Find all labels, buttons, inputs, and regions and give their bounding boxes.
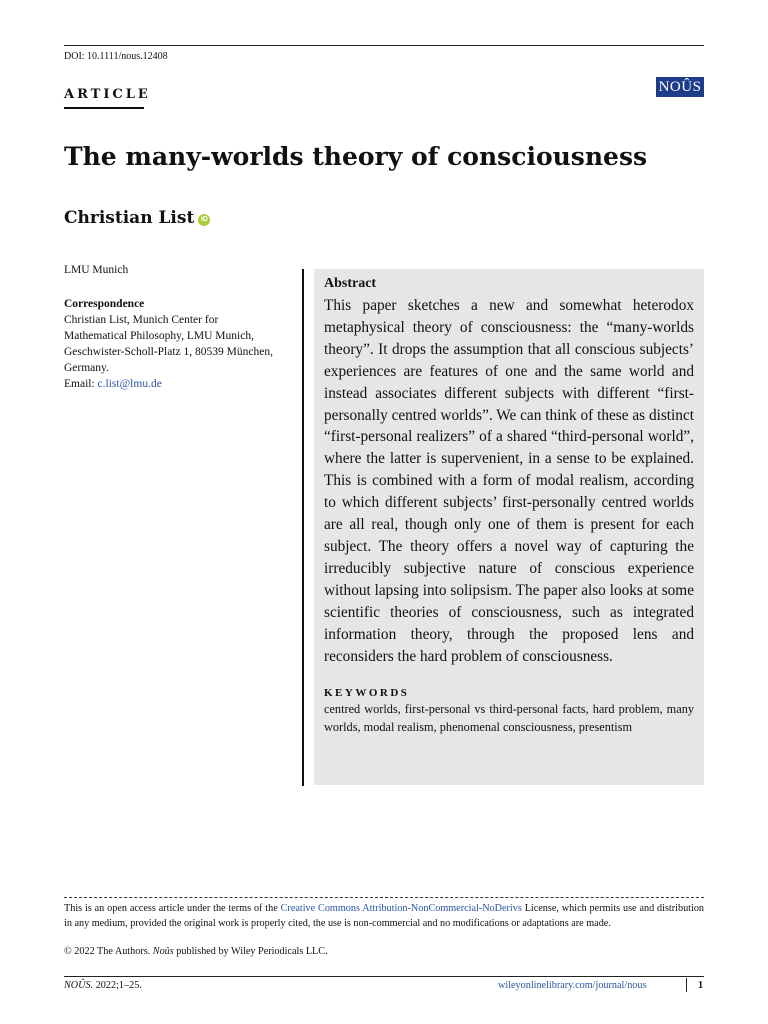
header-rule <box>64 45 704 46</box>
correspondence-email <box>64 376 279 392</box>
doi: DOI: 10.1111/nous.12408 <box>64 51 168 62</box>
journal-ref: 2022;1–25. <box>93 980 142 991</box>
journal-citation <box>64 980 142 991</box>
affiliation: LMU Munich <box>64 264 129 276</box>
keywords-text: centred worlds, first-personal vs third-personal facts, hard problem, many worlds, modal realism, phenomenal consciousness, presentism <box>324 702 694 735</box>
author-name[interactable]: Christian List <box>64 208 195 228</box>
license-pre: This is an open access article under the terms of the <box>64 903 281 914</box>
copyright-post: published by Wiley Periodicals LLC. <box>173 946 328 957</box>
paper-title: The many-worlds theory of consciousness <box>64 142 648 171</box>
orcid-icon[interactable]: iD <box>198 214 210 226</box>
footer-rule <box>64 976 704 977</box>
license-link[interactable]: Creative Commons Attribution-NonCommercial-NoDerivs <box>280 903 522 914</box>
copyright-pre: © 2022 The Authors. <box>64 946 153 957</box>
column-divider <box>302 269 304 786</box>
correspondence-heading: Correspondence <box>64 298 145 310</box>
section-label-underline <box>64 107 144 109</box>
abstract-box <box>314 269 704 785</box>
journal-logo: NOÛS <box>656 77 704 97</box>
email-label: Email: <box>64 378 98 390</box>
journal-name: NOÛS. <box>64 980 94 991</box>
page-number: 1 <box>698 980 704 991</box>
copyright <box>64 946 328 957</box>
journal-url-link[interactable]: wileyonlinelibrary.com/journal/nous <box>498 980 647 991</box>
author-line <box>64 208 210 228</box>
license-note <box>64 902 704 931</box>
section-label: ARTICLE <box>64 87 151 102</box>
license-post: License, which permits use and distribution in any medium, provided the original work is properly cited, the use is non-commercial and no modifications or adaptations are made. <box>64 903 705 929</box>
abstract-text: This paper sketches a new and somewhat heterodox metaphysical theory of consciousness: the “many-worlds theory”. It drops the assumption that all conscious subjects’ experiences are features of one and the same world and instead associates different subjects with different “first-personally centred worlds”. We can think of these as distinct “first-personal realizers” of a shared “third-personal world”, where the latter is supervenient, in a sense to be explained. This is combined with a form of modal realism, according to which different subjects’ first-personally centred worlds are all real, though only one of them is present for each subject. The theory offers a novel way of capturing the irreducibly subjective nature of conscious experience without lapsing into solipsism. The paper also looks at some scientific theories of consciousness, such as integrated information theory, through the proposed lens and reconsiders the hard problem of consciousness. <box>324 297 694 665</box>
copyright-journal: Noûs <box>152 946 174 957</box>
footnote-rule <box>64 897 704 898</box>
correspondence-address: Christian List, Munich Center for Mathematical Philosophy, LMU Munich, Geschwister-Scholl-Platz 1, 80539 München, Germany. <box>64 314 273 374</box>
email-link[interactable]: c.list@lmu.de <box>97 378 162 390</box>
abstract-heading: Abstract <box>324 276 377 291</box>
correspondence <box>64 296 279 392</box>
footer-separator <box>686 978 687 992</box>
keywords-heading: KEYWORDS <box>324 687 410 700</box>
